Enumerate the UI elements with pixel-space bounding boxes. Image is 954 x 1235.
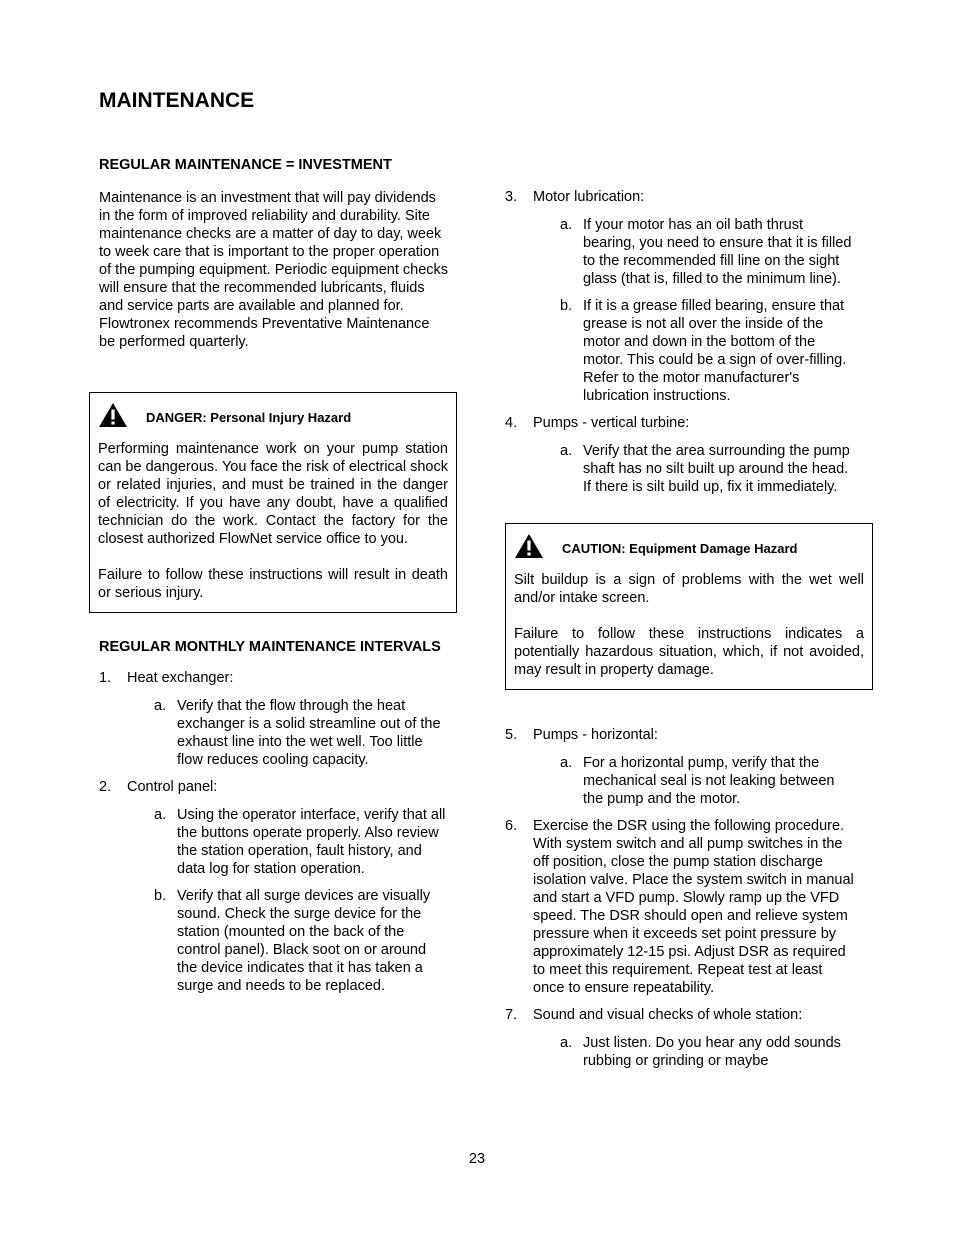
sub-item-letter: a. — [154, 698, 167, 714]
warning-triangle-icon — [98, 402, 128, 428]
caution-notice — [505, 523, 873, 690]
danger-notice — [89, 392, 457, 613]
sub-item — [505, 297, 857, 405]
item-number: 3. — [505, 189, 518, 205]
page-number: 23 — [468, 1151, 486, 1167]
maintenance-list-left — [99, 669, 449, 995]
sub-item-letter: a. — [560, 1035, 573, 1051]
caution-notice-header — [514, 532, 864, 560]
list-item — [505, 414, 857, 496]
sub-item-letter: a. — [560, 755, 573, 771]
maintenance-list-right-bottom — [505, 726, 857, 1070]
sub-item-letter: a. — [154, 807, 167, 823]
sub-item — [99, 697, 449, 769]
sub-item-text: If your motor has an oil bath thrust bearing, you need to ensure that it is filled to the recommended fill line on the sight glass (that is, filled to the minimum line). — [583, 217, 852, 287]
right-column — [505, 188, 864, 1079]
sub-item-text: If it is a grease filled bearing, ensure that grease is not all over the inside of the motor and down in the bottom of the motor. This could be a sign of over-filling. Refer to the motor manufacturer's lubrication instructions. — [583, 298, 847, 404]
item-label: Exercise the DSR using the following procedure. With system switch and all pump switches in the off position, close the pump station discharge isolation valve. Place the system switch in manual and start a VFD pump. Slowly ramp up the VFD speed. The DSR should open and relieve system pressure when it exceeds set point pressure by approximately 12-15 psi. Adjust DSR as required to meet this requirement. Repeat test at least once to ensure repeatability. — [533, 818, 854, 996]
sub-list — [99, 806, 449, 995]
sub-item-letter: a. — [560, 217, 573, 233]
sub-item-letter: b. — [560, 298, 573, 314]
warning-triangle-icon — [514, 533, 544, 559]
sub-item-text: Just listen. Do you hear any odd sounds rubbing or grinding or maybe — [583, 1035, 841, 1069]
item-number: 1. — [99, 670, 112, 686]
item-number: 2. — [99, 779, 112, 795]
sub-item-letter: b. — [154, 888, 167, 904]
item-label: Pumps - vertical turbine: — [533, 415, 690, 431]
sub-item — [505, 442, 857, 496]
item-label: Pumps - horizontal: — [533, 727, 658, 743]
page-title: MAINTENANCE — [99, 89, 255, 112]
item-label: Sound and visual checks of whole station: — [533, 1007, 803, 1023]
sub-list — [99, 697, 449, 769]
sub-item — [505, 754, 857, 808]
left-column — [99, 156, 449, 1004]
item-label: Control panel: — [127, 779, 218, 795]
sub-item-text: Verify that the flow through the heat exchanger is a solid streamline out of the exhaust line into the wet well. Too little flow reduces cooling capacity. — [177, 698, 441, 768]
danger-notice-title: DANGER: Personal Injury Hazard — [146, 410, 352, 425]
item-label: Motor lubrication: — [533, 189, 645, 205]
sub-item-text: For a horizontal pump, verify that the mechanical seal is not leaking between the pump and the motor. — [583, 755, 835, 807]
list-item — [99, 669, 449, 769]
caution-notice-title: CAUTION: Equipment Damage Hazard — [562, 541, 798, 556]
list-item — [505, 1006, 857, 1070]
sub-item-text: Verify that the area surrounding the pump shaft has no silt built up around the head. If there is silt build up, fix it immediately. — [583, 443, 850, 495]
item-number: 5. — [505, 727, 518, 743]
caution-notice-warning: Failure to follow these instructions indicates a potentially hazardous situation, which, if not avoided, may result in property damage. — [514, 626, 864, 678]
caution-notice-body: Silt buildup is a sign of problems with the wet well and/or intake screen. — [514, 572, 864, 606]
item-label: Heat exchanger: — [127, 670, 234, 686]
sub-list — [505, 442, 857, 496]
sub-item — [99, 806, 449, 878]
danger-notice-warning: Failure to follow these instructions will result in death or serious injury. — [98, 567, 448, 601]
sub-list — [505, 754, 857, 808]
item-number: 4. — [505, 415, 518, 431]
list-item — [505, 726, 857, 808]
item-number: 7. — [505, 1007, 518, 1023]
sub-item — [505, 216, 857, 288]
sub-item-letter: a. — [560, 443, 573, 459]
sub-item-text: Verify that all surge devices are visually sound. Check the surge device for the station (mounted on the back of the control panel). Black soot on or around the device indicates that it has taken a surge and needs to be replaced. — [177, 888, 431, 994]
sub-item-text: Using the operator interface, verify that all the buttons operate properly. Also review the station operation, fault history, and data log for station operation. — [177, 807, 446, 877]
sub-item — [99, 887, 449, 995]
maintenance-list-right-top — [505, 188, 857, 496]
monthly-maintenance-heading: REGULAR MONTHLY MAINTENANCE INTERVALS — [99, 639, 441, 655]
danger-notice-header — [98, 401, 448, 429]
sub-item — [505, 1034, 857, 1070]
item-number: 6. — [505, 818, 518, 834]
danger-notice-body: Performing maintenance work on your pump station can be dangerous. You face the risk of electrical shock or related injuries, and must be trained in the danger of electricity. If you have any doubt, have a qualified technician do the work. Contact the factory for the closest authorized FlowNet service office to you. — [98, 441, 448, 547]
sub-list — [505, 216, 857, 405]
list-item — [505, 188, 857, 405]
list-item — [99, 778, 449, 995]
regular-maintenance-intro: Maintenance is an investment that will pay dividends in the form of improved reliability and durability. Site maintenance checks are a matter of day to day, week to week care that is important to the proper operation of the pumping equipment. Periodic equipment checks will ensure that the recommended lubricants, fluids and service parts are available and planned for. Flowtronex recommends Preventative Maintenance be performed quarterly. — [99, 190, 449, 350]
sub-list — [505, 1034, 857, 1070]
regular-maintenance-heading: REGULAR MAINTENANCE = INVESTMENT — [99, 157, 392, 173]
list-item — [505, 817, 857, 997]
